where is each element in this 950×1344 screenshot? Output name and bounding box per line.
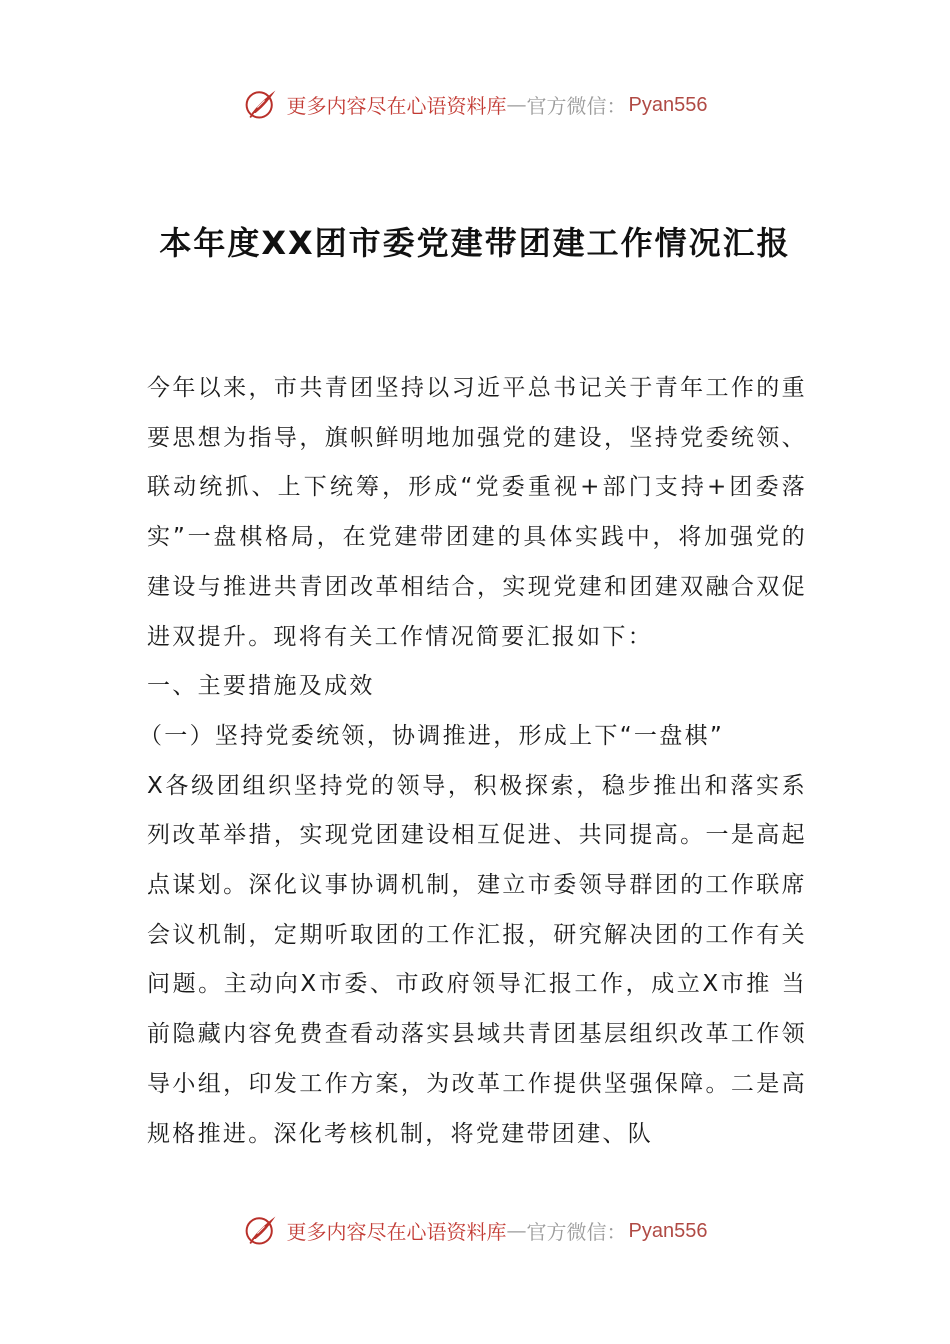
intro-paragraph: 今年以来，市共青团坚持以习近平总书记关于青年工作的重要思想为指导，旗帜鲜明地加强党的建设，坚持党委统领、联动统抓、上下统筹，形成“党委重视+部门支持+团委落实”一盘棋格局，在党建带团建的具体实践中，将加强党的建设与推进共青团改革相结合，实现党建和团建双融合双促进双提升。现将有关工作情况简要汇报如下： bbox=[147, 375, 807, 650]
header-banner-text bbox=[287, 90, 708, 119]
footer-wechat-id: Pyan556 bbox=[628, 1219, 708, 1242]
header-banner-dash: — bbox=[506, 92, 527, 116]
quill-logo-icon bbox=[243, 1212, 279, 1248]
document-body bbox=[139, 364, 807, 1159]
footer-banner bbox=[0, 1208, 950, 1252]
subsection-heading: （一）坚持党委统领，协调推进，形成上下“一盘棋” bbox=[139, 722, 725, 749]
header-banner-label: 官方微信： bbox=[526, 93, 627, 118]
header-wechat-id: Pyan556 bbox=[628, 93, 708, 116]
document-title: 本年度XX团市委党建带团建工作情况汇报 bbox=[159, 224, 791, 262]
subsection-paragraph: X各级团组织坚持党的领导，积极探索，稳步推出和落实系列改革举措，实现党团建设相互促进、共同提高。一是高起点谋划。深化议事协调机制，建立市委领导群团的工作联席会议机制，定期听取团的工作汇报，研究解决团的工作有关问题。主动向X市委、市政府领导汇报工作，成立X市推 当前隐藏内容免费查看动落实县域共青团基层组织改革工作领导小组，印发工作方案，为改革工作提供坚强保障。二是高规格推进。深化考核机制，将党建带团建、队 bbox=[147, 772, 807, 1147]
header-banner-lead: 更多内容尽在心语资料库 bbox=[286, 93, 507, 118]
header-banner bbox=[0, 82, 950, 126]
footer-banner-lead: 更多内容尽在心语资料库 bbox=[286, 1219, 507, 1244]
footer-banner-dash: — bbox=[506, 1218, 527, 1242]
section-heading: 一、主要措施及成效 bbox=[147, 673, 375, 700]
footer-banner-label: 官方微信： bbox=[526, 1219, 627, 1244]
footer-banner-text bbox=[287, 1216, 708, 1245]
quill-logo-icon bbox=[243, 86, 279, 122]
